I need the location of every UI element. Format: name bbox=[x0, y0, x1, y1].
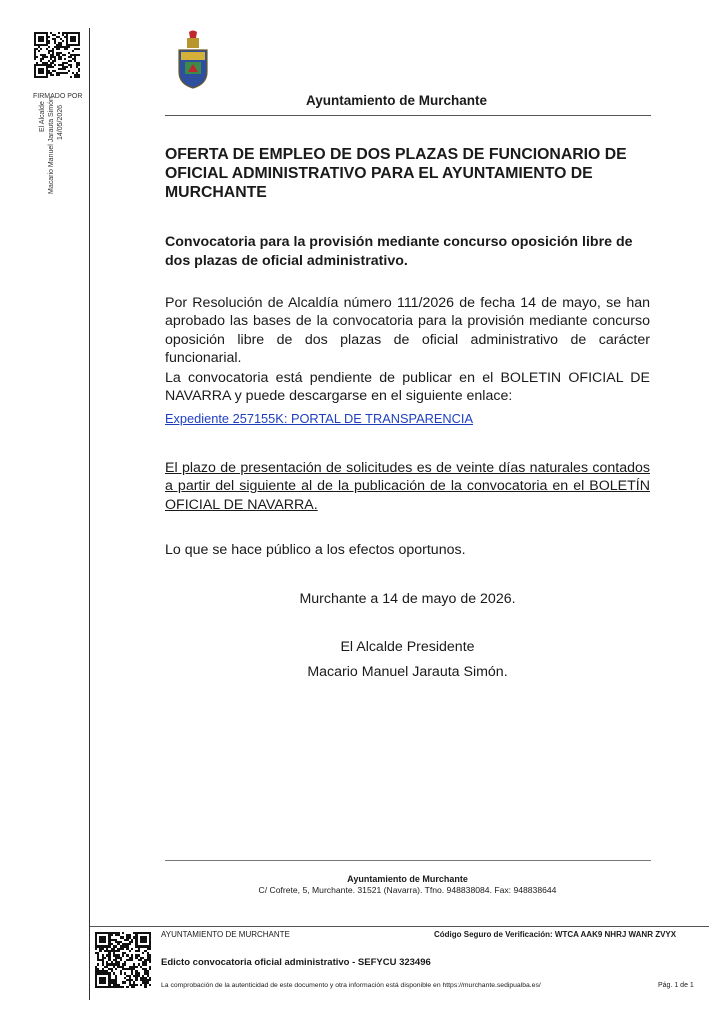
verification-bar-left-border bbox=[89, 926, 90, 1000]
signature-name: Macario Manuel Jarauta Simón. bbox=[307, 664, 508, 680]
footer-address: C/ Cofrete, 5, Murchante. 31521 (Navarra). Tfno. 948838084. Fax: 948838644 bbox=[258, 885, 557, 895]
municipal-crest-icon bbox=[175, 30, 211, 90]
margin-divider bbox=[89, 28, 90, 926]
issuer-label: AYUNTAMIENTO DE MURCHANTE bbox=[161, 930, 290, 939]
verification-bar-divider bbox=[89, 926, 709, 927]
transparency-portal-link[interactable]: Expediente 257155K: PORTAL DE TRANSPARENCIA bbox=[165, 411, 473, 426]
header-organization: Ayuntamiento de Murchante bbox=[306, 93, 488, 108]
signer-name: Macario Manuel Jarauta Simón bbox=[48, 97, 55, 194]
signature-role: El Alcalde Presidente bbox=[340, 639, 475, 655]
document-subtitle: Convocatoria para la provisión mediante concurso oposición libre de dos plazas de oficial administrativo. bbox=[165, 234, 633, 269]
signer-role: El Alcalde bbox=[39, 101, 46, 132]
deadline-paragraph: El plazo de presentación de solicitudes es de veinte días naturales contados a partir del siguiente al de la publicación de la convocatoria en el BOLETÍN OFICIAL DE NAVARRA. bbox=[165, 460, 650, 513]
signature-qr-code bbox=[34, 32, 80, 78]
footer-divider bbox=[165, 860, 651, 861]
sign-date: 14/05/2026 bbox=[57, 104, 64, 140]
resolution-paragraph: Por Resolución de Alcaldía número 111/2026 de fecha 14 de mayo, se han aprobado las bases de la convocatoria para la provisión mediante concurso oposición libre de dos plazas de oficial administrativo de carácter funcionarial. bbox=[165, 295, 650, 366]
document-title: OFERTA DE EMPLEO DE DOS PLAZAS DE FUNCIONARIO DE OFICIAL ADMINISTRATIVO PARA EL AYUNTAMIENTO DE MURCHANTE bbox=[165, 146, 627, 201]
publication-paragraph: La convocatoria está pendiente de publicar en el BOLETIN OFICIAL DE NAVARRA y puede descargarse en el siguiente enlace: bbox=[165, 370, 650, 405]
signed-by-label: FIRMADO POR bbox=[33, 93, 83, 100]
authenticity-notice: La comprobación de la autenticidad de este documento y otra información está disponible en https://murchante.sedipualba.es/ bbox=[161, 982, 541, 989]
verification-qr-code bbox=[95, 932, 151, 988]
verification-code: Código Seguro de Verificación: WTCA AAK9 NHRJ WANR ZVYX bbox=[434, 930, 677, 939]
footer-organization: Ayuntamiento de Murchante bbox=[347, 874, 468, 884]
header-divider bbox=[165, 115, 651, 116]
edict-title: Edicto convocatoria oficial administrativo - SEFYCU 323496 bbox=[161, 957, 431, 968]
place-and-date: Murchante a 14 de mayo de 2026. bbox=[299, 591, 516, 607]
page-number: Pág. 1 de 1 bbox=[658, 982, 694, 989]
public-notice: Lo que se hace público a los efectos oportunos. bbox=[165, 542, 466, 558]
